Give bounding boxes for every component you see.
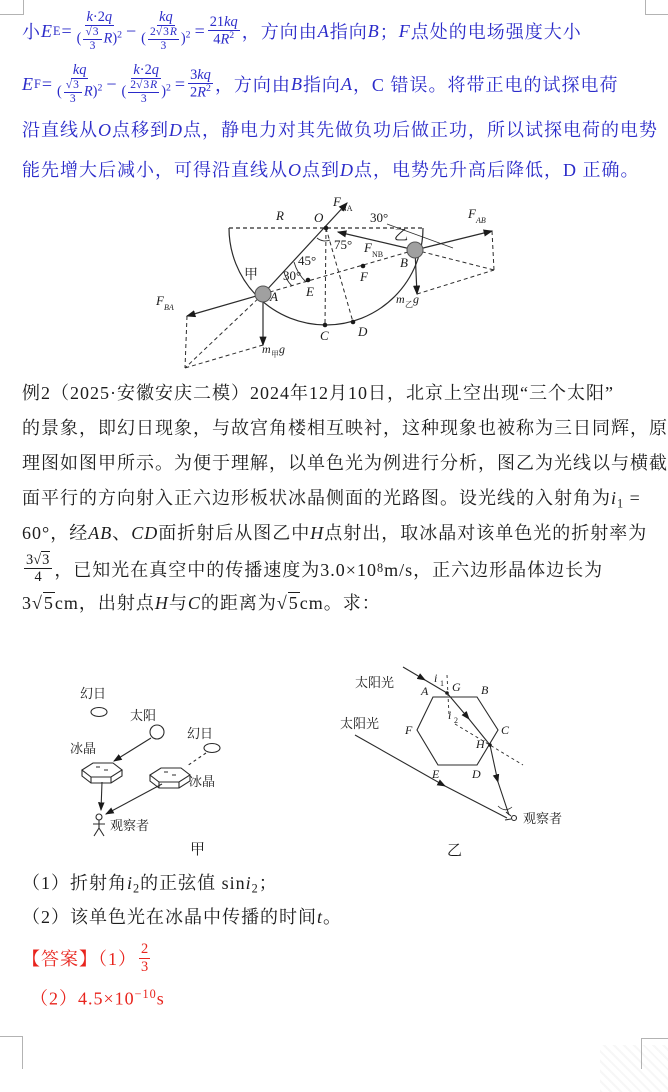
label-FNB-sub: NB	[372, 250, 384, 259]
point-E	[306, 278, 311, 283]
label-i1-sub: 1	[440, 679, 444, 688]
label-G: G	[452, 680, 461, 694]
angle-label-30: 30°	[283, 268, 302, 283]
watermark	[600, 1045, 668, 1092]
sundog-right-ellipse	[204, 744, 220, 753]
angle-arc-75	[317, 238, 330, 241]
point-D	[351, 320, 356, 325]
label-myi-m: m	[396, 292, 405, 306]
answer-line-2: $(2)4.5\times 10^{-10}s$	[30, 987, 165, 1009]
ray-crystal1-to-observer	[101, 782, 102, 810]
label-A: A	[421, 684, 429, 698]
problem-paragraph	[22, 376, 668, 621]
label-D: D	[472, 767, 481, 781]
problem-line-3: 理图如图甲所示。为便于理解，以单色光为例进行分析，图乙为光线以与横截	[22, 453, 668, 473]
problem-line-6: 3√3 4 ，已知光在真空中的传播速度为3.0×10 8 m/s，正六边形晶体边长为	[26, 551, 604, 585]
question-1: （1）折射角i2的正弦值 sini2；	[22, 873, 278, 896]
point-H	[488, 743, 492, 747]
label-crystal-left: 冰晶	[70, 741, 97, 756]
label-sun: 太阳	[130, 708, 157, 723]
label-observer: 观察者	[523, 811, 563, 826]
label-mjia-m: m	[262, 342, 271, 356]
question-2: （2）该单色光在冰晶中传播的时间t。	[22, 907, 343, 927]
label-FAB: F	[468, 206, 476, 221]
force-diagram-figure	[150, 188, 550, 378]
label-B: B	[400, 255, 408, 270]
label-E: E	[306, 284, 314, 299]
problem-line-2: 的景象，即幻日现象，与故宫角楼相互映衬，这种现象也被称为三日同辉，原	[22, 418, 668, 438]
label-mjia-g: g	[279, 342, 285, 356]
solution-paragraph	[22, 4, 658, 190]
ice-crystal-left	[82, 763, 122, 783]
crop-mark-bottom-left	[0, 1036, 23, 1069]
ray-crystal2-to-observer	[106, 784, 162, 814]
solution-line-3: 沿直线从O点移到D点，静电力对其先做负功后做正功，所以试探电荷的电势	[22, 120, 658, 140]
label-A: A	[270, 289, 278, 304]
label-F-point: F	[360, 269, 368, 284]
figure2-caption: 甲	[190, 842, 206, 858]
label-D: D	[358, 324, 368, 339]
label-ball-yi: 乙	[394, 229, 408, 244]
crop-mark-top-left	[0, 0, 24, 15]
sundog-left-ellipse	[91, 708, 107, 717]
observer-eye-icon	[505, 812, 517, 821]
sun-circle	[150, 725, 164, 739]
point-G	[445, 691, 449, 695]
solution-line-4: 能先增大后减小，可得沿直线从O点到D点，电势先升高后降低，D 正确。	[22, 160, 640, 180]
label-sunlight-top: 太阳光	[355, 675, 395, 690]
label-FNB: F	[364, 240, 372, 255]
observer-angle-arc	[498, 806, 512, 810]
sundog-schematic-figure	[60, 658, 340, 858]
point-F	[361, 264, 366, 269]
label-R: R	[276, 208, 284, 223]
problem-line-5: 60°，经AB、CD面折射后从图乙中H点射出，取冰晶对该单色光的折射率为	[22, 523, 648, 543]
problem-line-1: 例2（2025·安徽安庆二模）2024年12月10日，北京上空出现“三个太阳”	[22, 383, 614, 403]
label-H: H	[476, 737, 485, 751]
questions	[22, 866, 648, 934]
angle-label-45: 45°	[298, 253, 317, 268]
angle-label-75: 75°	[334, 237, 353, 252]
ball-jia	[255, 286, 271, 302]
solution-line-1: 小 E E = k·2q ( $\frac{√3}{3}$ R)$^2$ − kq ( $\frac{2√3R}{3}$ )$^2$ = $\frac{21kq}{4R^2}$ ，方向由 A 指向 B ； F 点处的电场强度大小	[22, 9, 582, 53]
label-ball-jia: 甲	[244, 268, 258, 283]
answer-section	[22, 940, 648, 1013]
label-FAB-sub: AB	[476, 216, 486, 225]
label-myi-sub: 乙	[405, 300, 413, 309]
label-crystal-right: 冰晶	[189, 774, 216, 789]
point-O	[324, 226, 329, 231]
ball-yi	[407, 242, 423, 258]
label-E: E	[432, 767, 440, 781]
exit-ray	[490, 745, 509, 815]
label-myi-g: g	[413, 292, 419, 306]
dashed-sundog-to-crystal	[187, 753, 206, 766]
label-observer: 观察者	[110, 818, 150, 833]
solution-line-2: E F = kq ( $\frac{√3}{3}$ R)$^2$ − k·2q ( $\frac{2√3R}{3}$ )$^2$ = $\frac{3kq}{2R^2}$ ，方向由 B 指向 A ，C 错误。将带正电的试探电荷	[22, 62, 619, 106]
label-sunlight-bottom: 太阳光	[340, 716, 380, 731]
label-F: F	[405, 723, 413, 737]
crop-mark-top-right	[645, 0, 668, 15]
label-FBA-sub: BA	[164, 303, 174, 312]
angle-label-top30: 30°	[370, 210, 389, 225]
label-i2-sub: 2	[454, 716, 458, 725]
answer-line-1: 【答案】（1） 2 3	[22, 941, 149, 975]
hexagon-crystal	[417, 697, 498, 765]
ray-sun-to-crystal	[114, 738, 151, 761]
label-i2: i	[448, 708, 452, 722]
label-i1: i	[434, 671, 438, 685]
point-C	[323, 323, 328, 328]
label-C: C	[320, 328, 329, 343]
label-O: O	[314, 210, 324, 225]
label-FNA-sub: NA	[341, 204, 353, 213]
label-sundog-right: 幻日	[187, 726, 214, 741]
observer-stick-figure	[93, 814, 105, 836]
figure3-caption: 乙	[447, 843, 463, 859]
ice-crystal-right	[150, 768, 190, 788]
label-B: B	[481, 683, 489, 697]
label-mjia-sub: 甲	[271, 350, 279, 359]
label-FNA: F	[333, 194, 341, 209]
problem-line-4: 面平行的方向射入正六边形板状冰晶侧面的光路图。设光线的入射角为i1 =	[22, 488, 641, 511]
problem-line-7: 3√5cm，出射点H与C的距离为√5cm。求：	[22, 593, 381, 613]
label-C: C	[501, 723, 510, 737]
force-arrow-FAB	[415, 231, 492, 250]
hexagon-light-path-figure	[335, 655, 590, 860]
label-FBA: F	[156, 293, 164, 308]
label-sundog-left: 幻日	[80, 686, 107, 701]
